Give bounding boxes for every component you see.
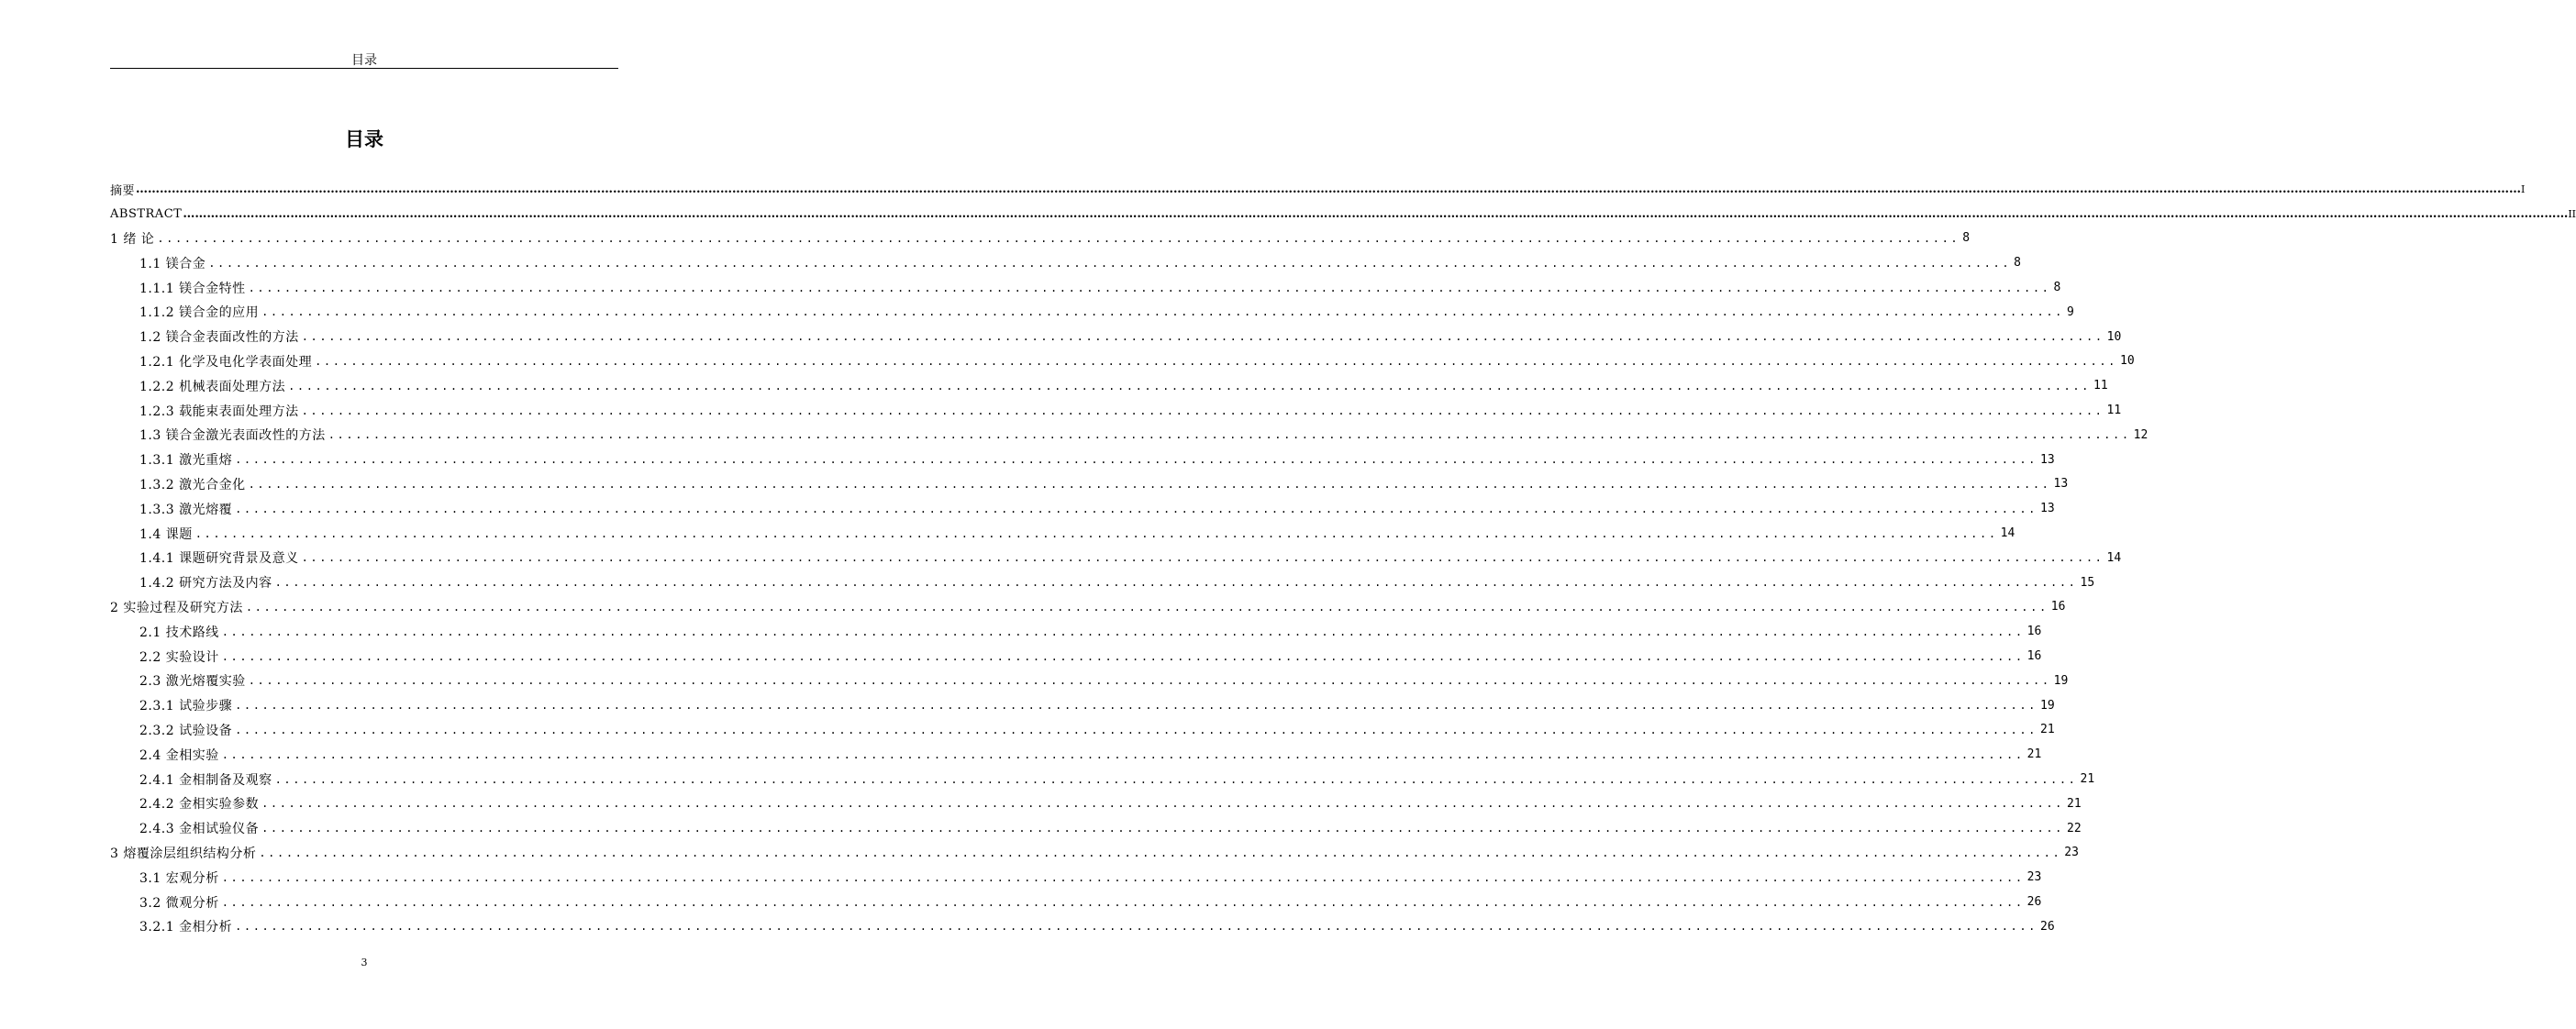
toc-entry[interactable]	[110, 619, 2042, 644]
toc-entry[interactable]	[110, 398, 2122, 423]
running-header: 目录	[351, 53, 377, 68]
toc-entry-page-number: 9	[2067, 304, 2074, 319]
toc-entry-label: ABSTRACT	[110, 206, 183, 221]
toc-dot-leader: ........................................................................................................................................................................................................	[301, 404, 2104, 417]
toc-dot-leader: ........................................................................................................................................................................................................	[157, 231, 1960, 245]
table-of-contents	[110, 177, 2576, 939]
toc-dot-leader: ........................................................................................................................................................................................................	[235, 920, 2037, 934]
toc-entry-page-number: 14	[2106, 550, 2122, 565]
toc-entry-page-number: 16	[2026, 625, 2042, 639]
toc-entry-label: 2.4.1 金相制备及观察	[139, 772, 272, 788]
toc-entry-page-number: 16	[2050, 600, 2066, 614]
toc-entry-label: 2.2 实验设计	[139, 649, 219, 665]
page-title: 目录	[345, 128, 383, 150]
toc-entry[interactable]	[110, 914, 2055, 939]
toc-entry-page-number: 10	[2120, 354, 2135, 369]
toc-entry-label: 1 绪 论	[110, 231, 155, 247]
toc-dot-leader: ........................................................................................................................................................................................................	[248, 477, 2051, 491]
toc-entry-label: 2 实验过程及研究方法	[110, 600, 243, 615]
toc-entry[interactable]	[110, 570, 2095, 595]
toc-entry-page-number: II	[2568, 207, 2576, 220]
toc-entry[interactable]	[110, 521, 2015, 546]
toc-entry[interactable]	[110, 841, 2079, 866]
toc-dot-leader: ........................................................................................................................................................................................................	[261, 797, 2064, 811]
toc-dot-leader: ……………………………………………………………………………………………………………………………………………………………………………………………………………………………………………………………………………………………………………………………………………………………………………………………………………………………………………………………………………………………………………………………………………………	[136, 182, 2522, 196]
toc-entry[interactable]	[110, 742, 2042, 767]
toc-entry-label: 3.2 微观分析	[139, 895, 219, 911]
toc-entry-label: 2.4 金相实验	[139, 747, 219, 763]
toc-entry-page-number: 21	[2026, 747, 2042, 762]
toc-entry-page-number: 13	[2040, 452, 2055, 467]
toc-entry[interactable]	[110, 227, 1971, 251]
toc-entry-page-number: 26	[2026, 895, 2042, 909]
toc-dot-leader: ……………………………………………………………………………………………………………………………………………………………………………………………………………………………………………………………………………………………………………………………………………………………………………………………………………………………………………………………………………………………………………………………………………………	[183, 206, 2569, 221]
toc-dot-leader: ........................................................................................................................................................................................................	[301, 330, 2104, 344]
toc-entry-page-number: 26	[2040, 919, 2055, 934]
toc-dot-leader: ........................................................................................................................................................................................................	[235, 453, 2037, 467]
toc-entry[interactable]	[110, 177, 2526, 202]
toc-entry-label: 1.1.1 镁合金特性	[139, 281, 246, 296]
toc-entry-label: 2.3 激光熔覆实验	[139, 674, 246, 690]
toc-entry-label: 1.2.3 载能束表面处理方法	[139, 404, 299, 419]
toc-entry-page-number: 19	[2040, 698, 2055, 713]
toc-entry-label: 摘要	[110, 183, 136, 198]
toc-entry-page-number: 16	[2026, 649, 2042, 664]
toc-entry[interactable]	[110, 644, 2042, 669]
toc-entry-page-number: 13	[2040, 502, 2055, 516]
toc-entry-label: 1.3.3 激光熔覆	[139, 502, 233, 517]
toc-entry-page-number: 11	[2106, 404, 2122, 418]
toc-entry[interactable]	[110, 791, 2082, 816]
toc-dot-leader: ........................................................................................................................................................................................................	[301, 551, 2104, 565]
toc-entry-page-number: 8	[2053, 281, 2061, 295]
toc-entry-label: 1.4 课题	[139, 526, 193, 542]
toc-entry-page-number: 13	[2053, 477, 2069, 492]
toc-dot-leader: ........................................................................................................................................................................................................	[261, 822, 2064, 835]
toc-entry-page-number: 21	[2040, 723, 2055, 737]
toc-entry-label: 3 熔覆涂层组织结构分析	[110, 846, 257, 861]
toc-entry[interactable]	[110, 275, 2061, 300]
toc-entry[interactable]	[110, 300, 2074, 325]
toc-entry-label: 1.4.2 研究方法及内容	[139, 576, 272, 592]
toc-entry-label: 2.3.1 试验步骤	[139, 699, 233, 714]
toc-entry-label: 3.2.1 金相分析	[139, 920, 233, 935]
toc-entry[interactable]	[110, 325, 2122, 349]
toc-entry[interactable]	[110, 865, 2042, 890]
toc-entry-page-number: 21	[2067, 796, 2082, 811]
toc-entry[interactable]	[110, 202, 2576, 227]
toc-entry-label: 1.2.2 机械表面处理方法	[139, 379, 286, 394]
toc-entry-label: 2.1 技术路线	[139, 625, 219, 640]
toc-entry-label: 1.3.2 激光合金化	[139, 477, 246, 492]
toc-entry-page-number: 23	[2026, 870, 2042, 885]
toc-entry-page-number: 22	[2067, 821, 2082, 835]
toc-entry-page-number: I	[2521, 183, 2526, 195]
toc-entry[interactable]	[110, 250, 2021, 275]
toc-entry[interactable]	[110, 767, 2095, 791]
toc-entry[interactable]	[110, 890, 2042, 914]
header-rule	[110, 68, 618, 69]
toc-entry-label: 1.2.1 化学及电化学表面处理	[139, 354, 313, 370]
toc-entry-page-number: 15	[2080, 575, 2095, 590]
toc-dot-leader: ........................................................................................................................................................................................................	[221, 649, 2025, 663]
toc-entry-label: 1.3.1 激光重熔	[139, 453, 233, 469]
toc-entry-page-number: 8	[2014, 256, 2021, 271]
toc-dot-leader: ........................................................................................................................................................................................................	[328, 428, 2131, 442]
toc-entry-label: 2.3.2 试验设备	[139, 723, 233, 738]
toc-dot-leader: ........................................................................................................................................................................................................	[221, 747, 2025, 761]
toc-entry-label: 2.4.3 金相试验仪备	[139, 822, 260, 837]
page-number: 3	[361, 957, 368, 968]
toc-entry-label: 2.4.2 金相实验参数	[139, 797, 260, 813]
toc-entry-label: 3.1 宏观分析	[139, 870, 219, 886]
toc-dot-leader: ........................................................................................................................................................................................................	[248, 674, 2051, 688]
toc-entry[interactable]	[110, 496, 2055, 521]
toc-entry-label: 1.2 镁合金表面改性的方法	[139, 330, 299, 346]
toc-entry-page-number: 11	[2093, 379, 2108, 393]
toc-entry-page-number: 14	[2000, 526, 2015, 541]
toc-dot-leader: ........................................................................................................................................................................................................	[221, 895, 2025, 909]
toc-entry-label: 1.1 镁合金	[139, 256, 206, 271]
toc-entry-page-number: 19	[2053, 673, 2069, 688]
toc-entry-page-number: 10	[2106, 329, 2122, 344]
toc-entry[interactable]	[110, 423, 2149, 448]
toc-entry-page-number: 23	[2064, 846, 2079, 860]
toc-dot-leader: ........................................................................................................................................................................................................	[288, 379, 2091, 393]
toc-dot-leader: ........................................................................................................................................................................................................	[194, 526, 1998, 540]
toc-dot-leader: ........................................................................................................................................................................................................	[221, 625, 2025, 638]
toc-dot-leader: ........................................................................................................................................................................................................	[221, 870, 2025, 884]
toc-entry-page-number: 21	[2080, 772, 2095, 787]
toc-dot-leader: ........................................................................................................................................................................................................	[259, 846, 2062, 859]
toc-entry[interactable]	[110, 448, 2055, 472]
toc-entry-page-number: 12	[2133, 427, 2149, 442]
toc-entry-label: 1.3 镁合金激光表面改性的方法	[139, 428, 326, 444]
toc-dot-leader: ........................................................................................................................................................................................................	[274, 576, 2078, 590]
toc-entry[interactable]	[110, 472, 2069, 497]
toc-dot-leader: ........................................................................................................................................................................................................	[235, 699, 2037, 713]
toc-entry[interactable]	[110, 546, 2122, 570]
toc-dot-leader: ........................................................................................................................................................................................................	[248, 281, 2051, 294]
toc-dot-leader: ........................................................................................................................................................................................................	[235, 723, 2037, 736]
toc-entry[interactable]	[110, 349, 2135, 374]
toc-entry[interactable]	[110, 718, 2055, 743]
toc-dot-leader: ........................................................................................................................................................................................................	[208, 256, 2012, 270]
toc-dot-leader: ........................................................................................................................................................................................................	[274, 772, 2078, 786]
toc-entry[interactable]	[110, 595, 2066, 620]
toc-entry[interactable]	[110, 693, 2055, 718]
toc-entry[interactable]	[110, 373, 2108, 398]
toc-entry-label: 1.4.1 课题研究背景及意义	[139, 551, 299, 567]
toc-entry[interactable]	[110, 669, 2069, 693]
toc-entry-label: 1.1.2 镁合金的应用	[139, 305, 260, 321]
toc-dot-leader: ........................................................................................................................................................................................................	[235, 502, 2037, 515]
toc-dot-leader: ........................................................................................................................................................................................................	[315, 354, 2117, 368]
toc-entry-page-number: 8	[1962, 231, 1971, 246]
toc-entry[interactable]	[110, 816, 2082, 841]
toc-dot-leader: ........................................................................................................................................................................................................	[261, 305, 2064, 319]
toc-dot-leader: ........................................................................................................................................................................................................	[245, 600, 2049, 614]
